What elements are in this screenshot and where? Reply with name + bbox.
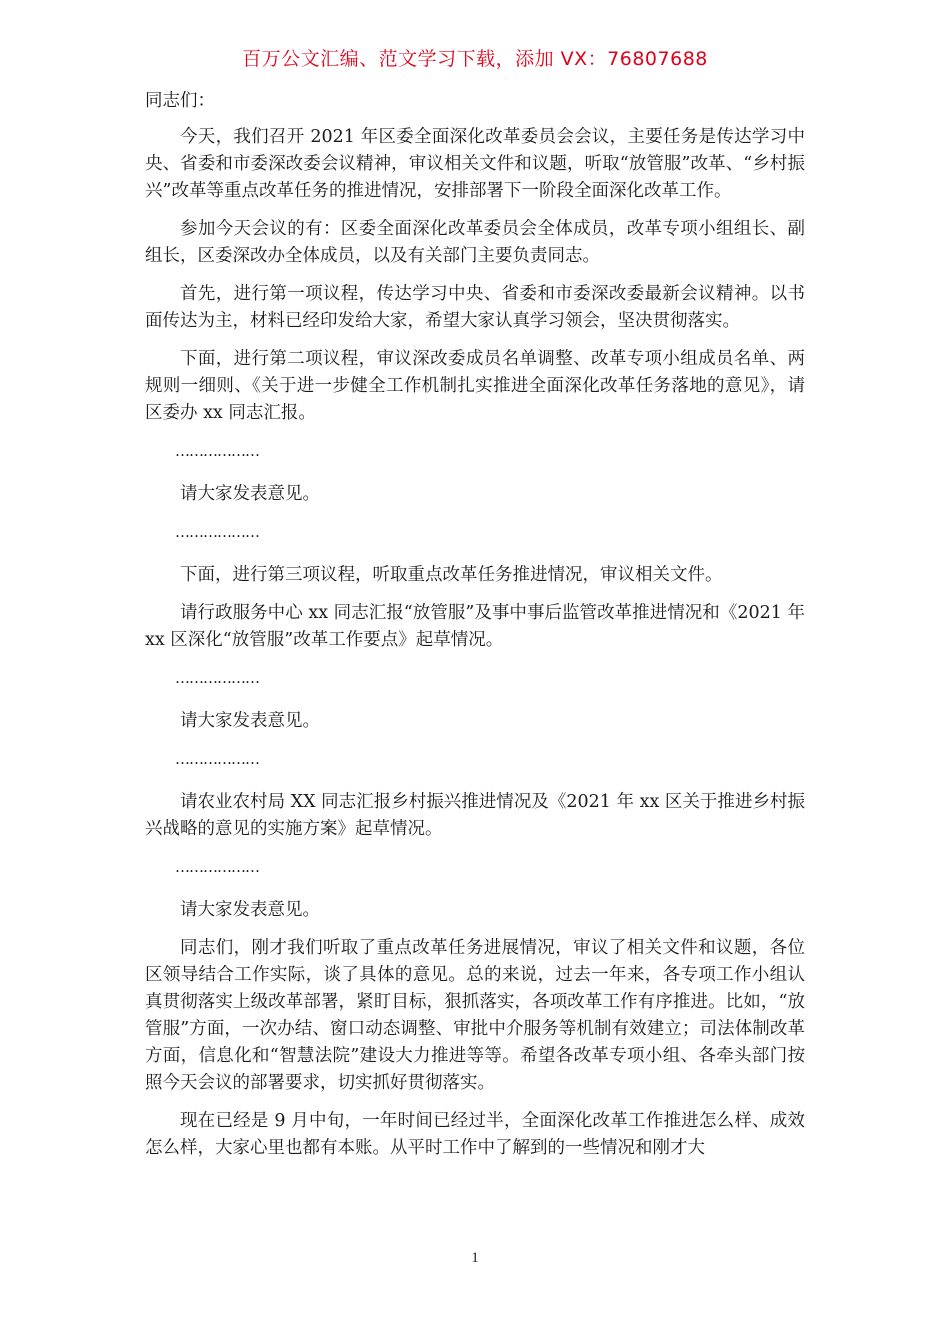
- salutation: 同志们：: [145, 91, 215, 111]
- paragraph-agenda-3: 下面，进行第三项议程，听取重点改革任务推进情况，审议相关文件。: [180, 565, 723, 585]
- paragraph-report-fangguanfu: 请行政服务中心 xx 同志汇报“放管服”及事中事后监管改革推进情况和《2021 年 xx 区深化“放管服”改革工作要点》起草情况。: [145, 603, 805, 650]
- paragraph-agenda-2: 下面，进行第二项议程，审议深改委成员名单调整、改革专项小组成员名单、两规则一细则、《关于进一步健全工作机制扎实推进全面深化改革任务落地的意见》，请区委办 xx 同志汇报。: [145, 349, 805, 423]
- ellipsis-line: ………………: [175, 750, 259, 768]
- paragraph-progress: 现在已经是 9 月中旬，一年时间已经过半，全面深化改革工作推进怎么样、成效怎么样，大家心里也都有本账。从平时工作中了解到的一些情况和刚才大: [145, 1111, 805, 1158]
- paragraph-comments-request: 请大家发表意见。: [180, 900, 320, 920]
- ellipsis-line: ………………: [175, 523, 259, 541]
- paragraph-meeting-intro: 今天，我们召开 2021 年区委全面深化改革委员会会议，主要任务是传达学习中央、省委和市委深改委会议精神，审议相关文件和议题，听取“放管服”改革、“乡村振兴”改革等重点改革任务的推进情况，安排部署下一阶段全面深化改革工作。: [145, 127, 805, 201]
- ellipsis-line: ………………: [175, 442, 259, 460]
- paragraph-comments-request: 请大家发表意见。: [180, 484, 320, 504]
- paragraph-comments-request: 请大家发表意见。: [180, 711, 320, 731]
- ellipsis-line: ………………: [175, 669, 259, 687]
- paragraph-agenda-1: 首先，进行第一项议程，传达学习中央、省委和市委深改委最新会议精神。以书面传达为主，材料已经印发给大家，希望大家认真学习领会，坚决贯彻落实。: [145, 284, 805, 331]
- paragraph-summary: 同志们，刚才我们听取了重点改革任务进展情况，审议了相关文件和议题，各位区领导结合工作实际，谈了具体的意见。总的来说，过去一年来，各专项工作小组认真贯彻落实上级改革部署，紧盯目标，狠抓落实，各项改革工作有序推进。比如，“放管服”方面，一次办结、窗口动态调整、审批中介服务等机制有效建立；司法体制改革方面，信息化和“智慧法院”建设大力推进等等。希望各改革专项小组、各牵头部门按照今天会议的部署要求，切实抓好贯彻落实。: [145, 938, 805, 1093]
- page-number: 1: [471, 1250, 479, 1266]
- paragraph-report-rural: 请农业农村局 XX 同志汇报乡村振兴推进情况及《2021 年 xx 区关于推进乡村振兴战略的意见的实施方案》起草情况。: [145, 792, 805, 839]
- document-body: [145, 88, 805, 1173]
- paragraph-attendees: 参加今天会议的有：区委全面深化改革委员会全体成员，改革专项小组组长、副组长，区委深改办全体成员，以及有关部门主要负责同志。: [145, 219, 805, 266]
- ellipsis-line: ………………: [175, 858, 259, 876]
- download-banner: 百万公文汇编、范文学习下载，添加 VX：76807688: [242, 48, 708, 70]
